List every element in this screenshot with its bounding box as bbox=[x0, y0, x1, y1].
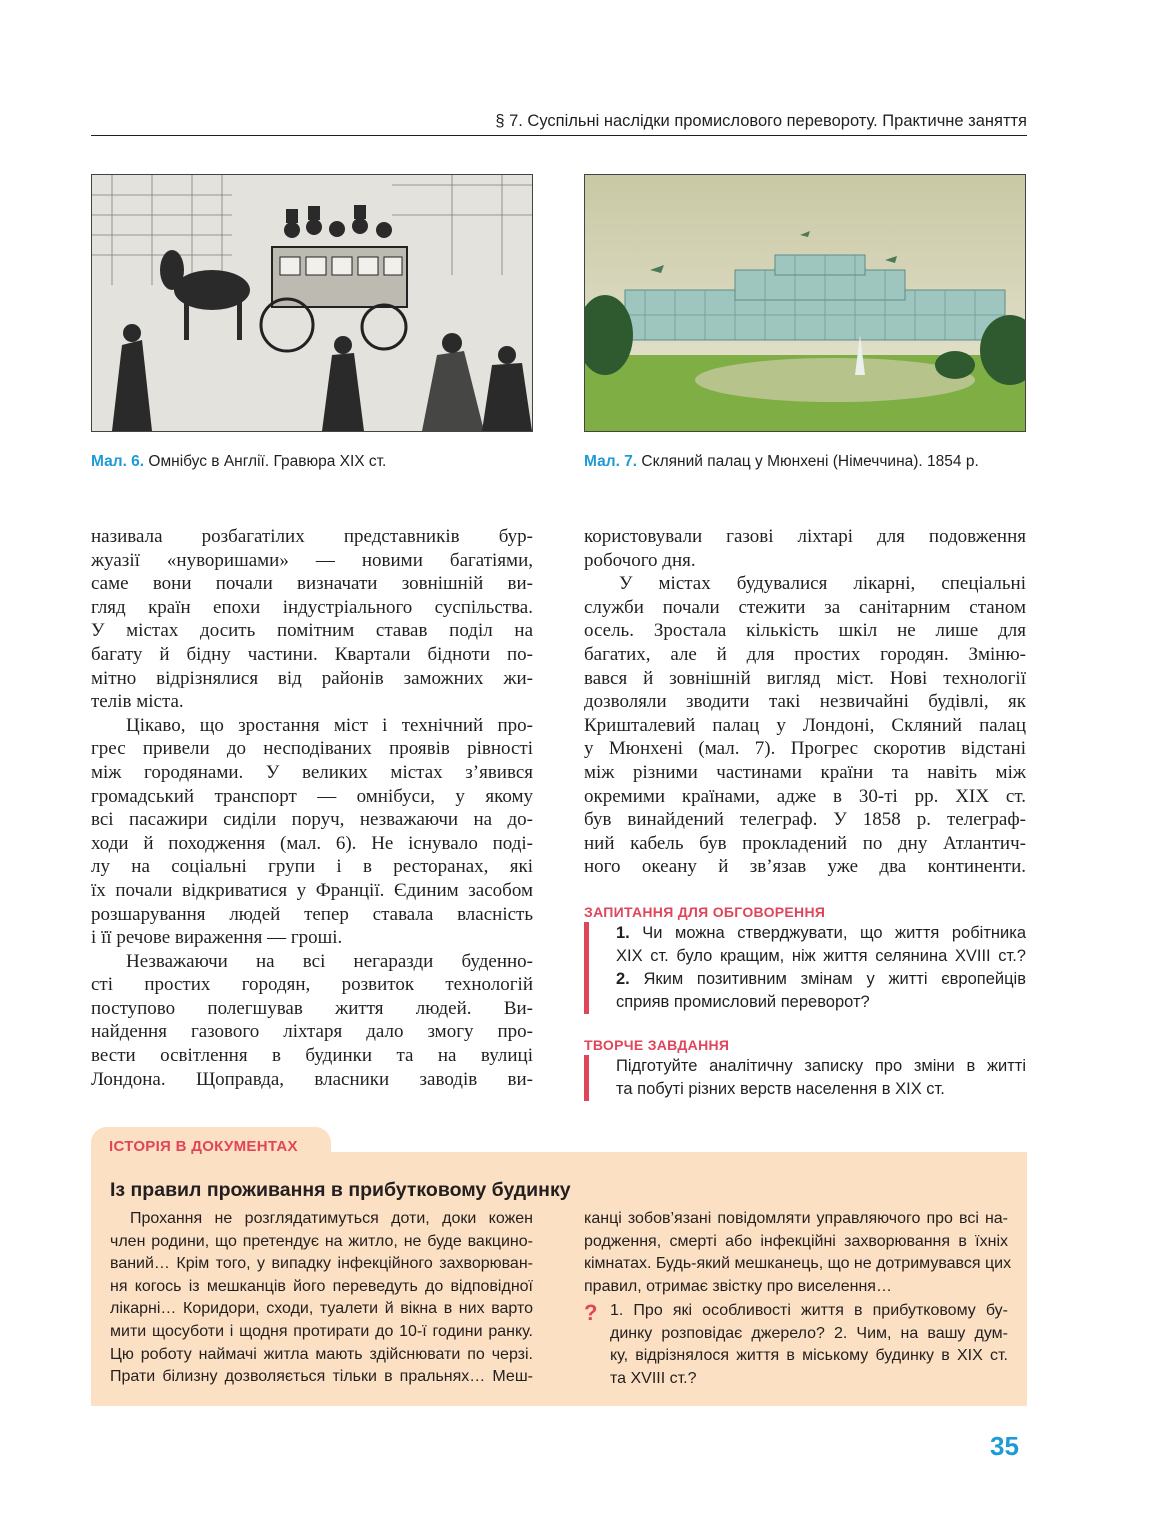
text-line: був винайдений телеграф. У 1858 р. телеграф- bbox=[584, 809, 1026, 831]
text-line: і її речове вираження — гроші. bbox=[91, 927, 343, 949]
text-line: ходи й походження (мал. 6). Не існувало поді- bbox=[91, 832, 533, 854]
documents-title: Із правил проживання в прибутковому будинку bbox=[110, 1179, 571, 1201]
discussion-questions-heading: ЗАПИТАННЯ ДЛЯ ОБГОВОРЕННЯ bbox=[584, 904, 826, 920]
page-number: 35 bbox=[990, 1431, 1019, 1461]
document-line: канці зобов’язані повідомляти управляючого про всі на- bbox=[584, 1210, 1008, 1227]
document-line: Прохання не розглядатимуться доти, доки кожен bbox=[130, 1210, 533, 1227]
omnibus-engraving-image bbox=[92, 175, 532, 431]
figure-7-label: Мал. 7. bbox=[584, 453, 638, 470]
document-line: правил, отримає звістку про виселення… bbox=[584, 1277, 892, 1295]
figure-7-caption-text: Скляний палац у Мюнхені (Німеччина). 1854 р. bbox=[641, 453, 979, 470]
text-line: багатих, але й для простих городян. Зміню- bbox=[584, 643, 1026, 665]
text-line: користовували газові ліхтарі для подовження bbox=[584, 526, 1026, 547]
document-line: Прати білизну дозволяється тільки в пральнях… Меш- bbox=[110, 1368, 533, 1386]
text-line: дозволяли зводити такі незвичайні будівлі, як bbox=[584, 691, 1026, 713]
figure-6-caption bbox=[91, 453, 386, 471]
question-1-text: Чи можна стверджувати, що життя робітника bbox=[642, 924, 1026, 942]
document-line: лікарні… Коридори, сходи, туалети й вікна в них варто bbox=[110, 1300, 533, 1318]
figure-glass-palace bbox=[584, 174, 1026, 432]
text-line: Цікаво, що зростання міст і технічний про- bbox=[126, 714, 533, 736]
text-line: телів міста. bbox=[91, 691, 184, 713]
text-line: жуазії «нуворишами» — новими багатіями, bbox=[91, 549, 533, 571]
text-line: між різними частинами країни та навіть між bbox=[584, 761, 1026, 783]
text-line: у Мюнхені (мал. 7). Прогрес скоротив відстані bbox=[584, 738, 1026, 760]
text-line: вався й зовнішній вигляд міст. Нові технології bbox=[584, 667, 1026, 689]
figure-omnibus-engraving bbox=[91, 174, 533, 432]
creative-task-line: Підготуйте аналітичну записку про зміни в житті bbox=[616, 1057, 1026, 1075]
glass-palace-image bbox=[585, 175, 1025, 431]
text-line: громадський транспорт — омнібуси, у якому bbox=[91, 785, 533, 807]
figure-6-caption-text: Омнібус в Англії. Гравюра XIX ст. bbox=[148, 453, 387, 470]
figure-6-label: Мал. 6. bbox=[91, 453, 145, 470]
documents-question-line: та XVIII ст.? bbox=[610, 1369, 697, 1387]
text-line: розшарування людей тепер ставала власність bbox=[91, 903, 533, 925]
text-line: робочого дня. bbox=[584, 549, 696, 571]
text-line: Кришталевий палац у Лондоні, Скляний палац bbox=[584, 714, 1026, 736]
documents-questions-text bbox=[610, 1300, 1008, 1390]
question-2-line bbox=[616, 968, 1026, 991]
text-line: поступово полегшував життя людей. Ви- bbox=[91, 997, 533, 1019]
document-line: Цю роботу наймачі житла мають здійснювати по черзі. bbox=[110, 1345, 533, 1363]
text-line: ний кабель був прокладений по дну Атлантич- bbox=[584, 832, 1026, 854]
text-line: між городянами. У великих містах з’явився bbox=[91, 761, 533, 783]
question-2-line-2: сприяв промисловий переворот? bbox=[616, 993, 870, 1011]
text-line: У містах досить помітним ставав поділ на bbox=[91, 620, 533, 642]
documents-tab-label: ІСТОРІЯ В ДОКУМЕНТАХ bbox=[109, 1138, 298, 1155]
question-1-line bbox=[616, 922, 1026, 945]
running-head: § 7. Суспільні наслідки промислового перевороту. Практичне заняття bbox=[495, 112, 1027, 130]
text-line: найдення газового ліхтаря дало змогу про- bbox=[91, 1021, 533, 1043]
text-line: саме вони почали визначати зовнішній ви- bbox=[91, 573, 533, 595]
document-line: кімнатах. Будь-який мешканець, що не дотримувався цих bbox=[584, 1255, 1012, 1273]
header-rule bbox=[91, 135, 1027, 136]
text-line: називала розбагатілих представників бур- bbox=[91, 526, 533, 547]
left-text-column bbox=[91, 525, 533, 1091]
documents-left-column bbox=[110, 1208, 533, 1389]
text-line: окремими країнами, адже в 30-ті рр. XIX ст. bbox=[584, 785, 1026, 807]
creative-task bbox=[584, 1055, 1026, 1101]
document-line: ваний… Крім того, у випадку інфекційного захворюван- bbox=[110, 1255, 533, 1273]
document-line: ня когось із мешканців його переведуть до відповідної bbox=[110, 1277, 533, 1295]
documents-right-column bbox=[584, 1208, 1012, 1298]
documents-question-line: динку розповідає джерело? 2. Чим, на вашу дум- bbox=[610, 1324, 1008, 1342]
text-line: сті простих городян, розвиток технологій bbox=[91, 974, 533, 996]
right-text-column bbox=[584, 525, 1026, 879]
discussion-questions bbox=[584, 922, 1026, 1014]
text-line: осель. Зростала кількість шкіл не лише для bbox=[584, 620, 1026, 642]
text-line: Незважаючи на всі негаразди буденно- bbox=[126, 950, 533, 972]
text-line: ного океану й зв’язав уже два континенти. bbox=[584, 856, 1026, 878]
documents-question-line: ку, відрізнялося життя в міському будинку в XIX ст. bbox=[610, 1347, 1008, 1365]
text-line: У містах будувалися лікарні, спеціальні bbox=[619, 573, 1026, 595]
text-line: гляд країн епохи індустріального суспільства. bbox=[91, 596, 533, 618]
text-line: служби почали стежити за санітарним станом bbox=[584, 596, 1026, 618]
question-mark-icon: ? bbox=[584, 1300, 598, 1325]
text-line: вести освітлення в будинки та на вулиці bbox=[91, 1045, 533, 1067]
question-1-line-2: XIX ст. було кращим, ніж життя селянина XVIII ст.? bbox=[616, 947, 1026, 965]
question-2-text: Яким позитивним змінам у житті європейців bbox=[643, 970, 1026, 988]
document-line: родження, смерті або інфекційні захворювання в їхніх bbox=[584, 1232, 1008, 1250]
text-line: мітно відрізнялися від районів заможних жи- bbox=[91, 667, 533, 689]
text-line: лу на соціальні групи і в ресторанах, які bbox=[91, 856, 533, 878]
document-line: член родини, що претендує на житло, не буде вакцино- bbox=[110, 1232, 533, 1250]
creative-task-line: та побуті різних верств населення в XIX ст. bbox=[616, 1080, 945, 1098]
text-line: всі пасажири сиділи поруч, незважаючи на до- bbox=[91, 809, 533, 831]
text-line: Лондона. Щоправда, власники заводів ви- bbox=[91, 1068, 533, 1090]
creative-task-heading: ТВОРЧЕ ЗАВДАННЯ bbox=[584, 1037, 730, 1053]
text-line: багату й бідну частини. Квартали бідноти по- bbox=[91, 643, 533, 665]
question-1-number: 1. bbox=[616, 924, 630, 942]
figure-7-caption bbox=[584, 453, 979, 471]
text-line: грес привели до несподіваних проявів рівності bbox=[91, 738, 533, 760]
document-line: мити щосуботи і щодня протирати до 10-ї години ранку. bbox=[110, 1322, 533, 1340]
question-2-number: 2. bbox=[616, 970, 630, 988]
documents-question-line: 1. Про які особливості життя в прибутковому бу- bbox=[610, 1302, 1008, 1319]
documents-tab bbox=[91, 1127, 331, 1167]
text-line: їх почали відкриватися у Франції. Єдиним засобом bbox=[91, 879, 533, 901]
